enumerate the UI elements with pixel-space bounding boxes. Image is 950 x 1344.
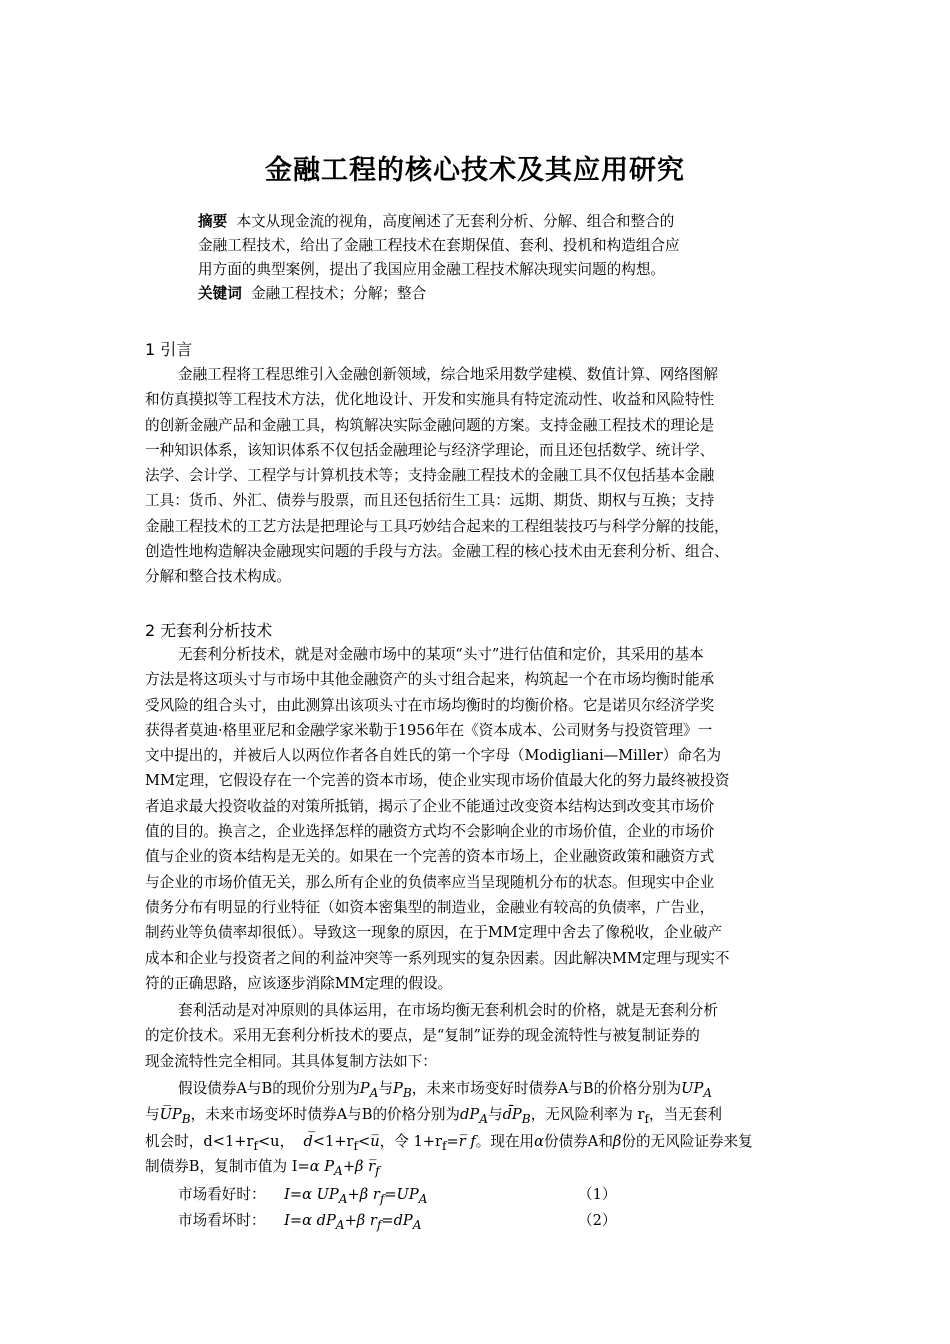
text-line: 值的目的。换言之，企业选择怎样的融资方式均不会影响企业的市场价值，企业的市场价 [145,823,715,841]
abstract-block [198,210,758,306]
formula-line-4: 制债券B，复制市值为 I=α $P_A+\beta$ $r̅_f$ [145,1158,380,1178]
text-line: 与企业的市场价值无关，那么所有企业的负债率应当呈现随机分布的状态。但现实中企业 [145,873,715,891]
abstract-line: 用方面的典型案例，提出了我国应用金融工程技术解决现实问题的构想。 [198,261,666,278]
formula-line-2: 与$U̅P_B$，未来市场变坏时债券A与B的价格分别为$dP_A$与$d̄P_B$，无风险利率为 $r_f$，当无套利 [145,1106,722,1126]
formula-pa: $P_A$ [359,1080,379,1100]
abstract-label: 摘要 [198,213,228,230]
equation-2 [178,1209,422,1232]
formula-beta: β [612,1133,622,1150]
text-line: 方法是将这项头寸与市场中其他金融资产的头寸组合起来，构筑起一个在市场均衡时能承 [145,671,715,689]
text-line: MM定理，它假设存在一个完善的资本市场，使企业实现市场价值最大化的努力最终被投资 [145,772,730,790]
formula-line-1: 假设债券A与B的现价分别为$P_A$与$P_B$，未来市场变好时债券A与B的价格分别为$UP_A$ [178,1080,713,1100]
formula-dpb: $d̄P_B$ [502,1106,531,1126]
text-line: 和仿真摸拟等工程技术方法，优化地设计、开发和实施具有特定流动性、收益和风险特性 [145,391,715,409]
text-line: 一种知识体系，该知识体系不仅包括金融理论与经济学理论，而且还包括数学、统计学、 [145,441,715,459]
text-line: 套利活动是对冲原则的具体运用，在市场均衡无套利机会时的价格，就是无套利分析 [178,1002,718,1019]
formula-dpa: $dP_A$ [460,1106,488,1126]
abstract-line: 金融工程技术，给出了金融工程技术在套期保值、套利、投机和构造组合应 [198,237,680,254]
text-line: 受风险的组合头寸，由此测算出该项头寸在市场均衡时的均衡价格。它是诺贝尔经济学奖 [145,696,715,714]
text-line: 成本和企业与投资者之间的利益冲突等一系列现实的复杂因素。因此解决MM定理与现实不 [145,949,730,967]
section-1-body [145,362,815,590]
abstract-line: 本文从现金流的视角，高度阐述了无套利分析、分解、组合和整合的 [236,213,675,230]
section-2-para-1 [145,642,815,996]
section-1-heading: 1 引言 [145,340,193,359]
text-line: 获得者莫迪·格里亚尼和金融学家米勒于1956年在《资本成本、公司财务与投资管理》一 [145,721,713,739]
text-line: 制药业等负债率却很低）。导致这一现象的原因，在于MM定理中舍去了像税收，企业破产 [145,924,723,942]
equation-1-number: （1） [578,1186,617,1203]
text-line: 文中提出的，并被后人以两位作者各自姓氏的第一个字母（Modigliani—Miller）命名为 [145,747,722,765]
equation-2-number: （2） [578,1212,617,1229]
text-line: 法学、会计学、工程学与计算机技术等；支持金融工程技术的金融工具不仅包括基本金融 [145,467,715,485]
formula-rbar-f: r̅ f [458,1133,476,1150]
formula-replication: α $P_A+\beta$ $r̅_f$ [309,1158,380,1178]
section-2-heading: 2 无套利分析技术 [145,621,273,640]
formula-line-3: 机会时，$d<1+r_f<u$， $d̅<1+r_f<u̅$，令 $1+r_f=r̅$ f。现在用α份债券A和β份的无风险证券来复 [145,1133,753,1153]
text-line: 分解和整合技术构成。 [145,568,291,586]
text-line: 金融工程技术的工艺方法是把理论与工具巧妙结合起来的工程组装技巧与科学分解的技能， [145,517,729,535]
text-line: 的定价技术。采用无套利分析技术的要点，是“复制”证券的现金流特性与被复制证券的 [145,1027,700,1045]
text-line: 符的正确思路，应该逐步消除MM定理的假设。 [145,974,453,992]
text-line: 者追求最大投资收益的对策所抵销，揭示了企业不能通过改变资本结构达到改变其市场价 [145,797,715,815]
text-line: 现金流特性完全相同。其具体复制方法如下： [145,1052,437,1070]
equation-1 [178,1183,427,1206]
text-line: 无套利分析技术，就是对金融市场中的某项“头寸”进行估值和定价，其采用的基本 [178,646,704,663]
keywords-label: 关键词 [198,285,242,302]
equation-2-formula: I=α $dP_A+\beta$ $r_f=dP_A$ [284,1212,422,1232]
formula-ubar: u̅ [370,1133,380,1150]
text-line: 值与企业的资本结构是无关的。如果在一个完善的资本市场上，企业融资政策和融资方式 [145,848,715,866]
paper-title: 金融工程的核心技术及其应用研究 [265,155,685,186]
formula-dbar: d̅ [303,1133,313,1150]
formula-upb: $U̅P_B$ [159,1106,191,1126]
section-2-para-2 [145,998,815,1074]
formula-pb: $P_B$ [393,1080,412,1100]
equation-1-formula: I=α $UP_A+\beta$ $r_f=UP_A$ [284,1186,428,1206]
text-line: 金融工程将工程思维引入金融创新领域，综合地采用数学建模、数值计算、网络图解 [178,366,718,383]
text-line: 的创新金融产品和金融工具，构筑解决实际金融问题的方案。支持金融工程技术的理论是 [145,416,715,434]
formula-alpha: α [534,1133,544,1150]
formula-upa: $UP_A$ [681,1080,713,1100]
text-line: 工具：货币、外汇、债券与股票，而且还包括衍生工具：远期、期货、期权与互换；支持 [145,492,715,510]
equation-1-label: 市场看好时： [178,1186,266,1203]
text-line: 创造性地构造解决金融现实问题的手段与方法。金融工程的核心技术由无套利分析、组合、 [145,543,729,561]
equation-2-label: 市场看坏时： [178,1212,266,1229]
text-line: 债务分布有明显的行业特征（如资本密集型的制造业，金融业有较高的负债率，广告业， [145,898,715,916]
keywords-text: 金融工程技术；分解；整合 [251,285,427,302]
